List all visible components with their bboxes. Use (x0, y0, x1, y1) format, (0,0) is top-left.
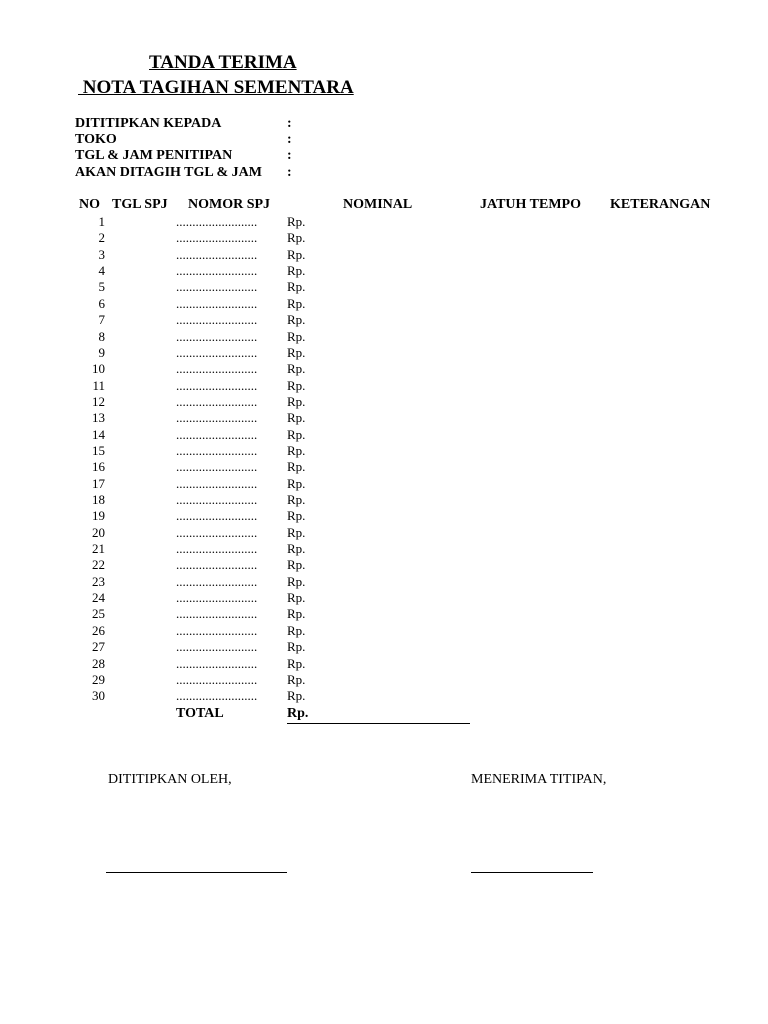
row-number: 7 (98, 312, 105, 328)
row-number: 25 (92, 606, 105, 622)
row-number: 13 (92, 410, 105, 426)
info-label-tgl-jam-penitipan: TGL & JAM PENITIPAN (75, 148, 233, 163)
row-nominal-currency: Rp. (287, 590, 306, 605)
row-number: 20 (92, 524, 105, 540)
row-nomor-spj-dots: ......................... (176, 328, 258, 344)
row-nominal-currency: Rp. (287, 442, 306, 458)
signature-left-line (106, 872, 287, 873)
row-number: 17 (92, 475, 105, 491)
row-number: 1 (98, 214, 105, 229)
row-nomor-spj-dots: ......................... (176, 688, 258, 704)
total-underline (287, 723, 470, 724)
row-nominal-currency: Rp. (287, 230, 306, 246)
row-nomor-spj-dots: ......................... (176, 606, 258, 622)
row-nominal-currency: Rp. (287, 344, 306, 360)
signature-right-line (471, 872, 593, 873)
total-label: TOTAL (176, 706, 224, 721)
row-nominal-currency: Rp. (287, 279, 306, 295)
row-nominal-currency: Rp. (287, 557, 306, 573)
info-label-toko: TOKO (75, 132, 117, 147)
signature-right-label: MENERIMA TITIPAN, (471, 772, 607, 787)
row-number: 21 (92, 541, 105, 556)
row-number: 12 (92, 393, 105, 409)
row-number: 16 (92, 459, 105, 475)
row-nominal-currency: Rp. (287, 606, 306, 622)
row-nomor-spj-dots: ......................... (176, 573, 258, 589)
row-number: 29 (92, 671, 105, 687)
row-number: 14 (92, 426, 105, 442)
row-nominal-currency: Rp. (287, 263, 306, 279)
header-nomor-spj: NOMOR SPJ (188, 197, 271, 212)
info-sep: : (287, 165, 292, 180)
info-label-dititipkan-kepada: DITITIPKAN KEPADA (75, 116, 222, 131)
row-nominal-currency: Rp. (287, 688, 306, 704)
row-nomor-spj-dots: ......................... (176, 590, 258, 605)
row-nomor-spj-dots: ......................... (176, 361, 258, 377)
row-nomor-spj-dots: ......................... (176, 459, 258, 475)
row-nomor-spj-dots: ......................... (176, 377, 258, 393)
row-nominal-currency: Rp. (287, 295, 306, 311)
row-number: 9 (98, 344, 105, 360)
row-nomor-spj-dots: ......................... (176, 312, 258, 328)
row-nominal-currency: Rp. (287, 410, 306, 426)
row-nomor-spj-dots: ......................... (176, 295, 258, 311)
row-nomor-spj-dots: ......................... (176, 344, 258, 360)
row-number: 4 (98, 263, 105, 279)
info-sep: : (287, 132, 292, 147)
header-no: NO (79, 197, 100, 212)
row-number: 26 (92, 622, 105, 638)
row-nominal-currency: Rp. (287, 377, 306, 393)
row-nominal-currency: Rp. (287, 639, 306, 655)
info-sep: : (287, 116, 292, 131)
row-nomor-spj-dots: ......................... (176, 524, 258, 540)
row-number: 5 (98, 279, 105, 295)
row-nominal-currency: Rp. (287, 508, 306, 524)
row-number: 10 (92, 361, 105, 377)
header-nominal: NOMINAL (343, 197, 413, 212)
row-number: 8 (98, 328, 105, 344)
header-tgl-spj: TGL SPJ (112, 197, 168, 212)
row-nomor-spj-dots: ......................... (176, 475, 258, 491)
row-nominal-currency: Rp. (287, 573, 306, 589)
row-nominal-currency: Rp. (287, 361, 306, 377)
row-number: 19 (92, 508, 105, 524)
row-nomor-spj-dots: ......................... (176, 426, 258, 442)
row-nomor-spj-dots: ......................... (176, 393, 258, 409)
row-nominal-currency: Rp. (287, 393, 306, 409)
row-nomor-spj-dots: ......................... (176, 214, 258, 229)
row-nominal-currency: Rp. (287, 328, 306, 344)
row-number: 18 (92, 492, 105, 507)
row-nomor-spj-dots: ......................... (176, 442, 258, 458)
row-number: 11 (92, 377, 105, 393)
row-nominal-currency: Rp. (287, 246, 306, 262)
info-sep: : (287, 148, 292, 163)
row-nominal-currency: Rp. (287, 671, 306, 687)
row-nomor-spj-dots: ......................... (176, 230, 258, 246)
row-number: 22 (92, 557, 105, 573)
row-nominal-currency: Rp. (287, 475, 306, 491)
title-line-2: NOTA TAGIHAN SEMENTARA (78, 77, 354, 98)
info-label-akan-ditagih: AKAN DITAGIH TGL & JAM (75, 165, 262, 180)
row-number: 28 (92, 655, 105, 671)
row-nominal-currency: Rp. (287, 622, 306, 638)
row-nominal-currency: Rp. (287, 655, 306, 671)
header-jatuh-tempo: JATUH TEMPO (480, 197, 581, 212)
row-nominal-currency: Rp. (287, 492, 306, 507)
row-number: 30 (92, 688, 105, 704)
row-nomor-spj-dots: ......................... (176, 410, 258, 426)
row-nominal-currency: Rp. (287, 459, 306, 475)
row-number: 15 (92, 442, 105, 458)
row-number: 23 (92, 573, 105, 589)
row-nomor-spj-dots: ......................... (176, 622, 258, 638)
row-nomor-spj-dots: ......................... (176, 246, 258, 262)
row-nomor-spj-dots: ......................... (176, 639, 258, 655)
row-nominal-currency: Rp. (287, 426, 306, 442)
row-number: 27 (92, 639, 105, 655)
row-number: 2 (98, 230, 105, 246)
row-nominal-currency: Rp. (287, 524, 306, 540)
total-currency: Rp. (287, 706, 309, 721)
row-nomor-spj-dots: ......................... (176, 492, 258, 507)
row-nomor-spj-dots: ......................... (176, 557, 258, 573)
signature-left-label: DITITIPKAN OLEH, (108, 772, 232, 787)
row-number: 6 (98, 295, 105, 311)
row-nomor-spj-dots: ......................... (176, 263, 258, 279)
row-nomor-spj-dots: ......................... (176, 655, 258, 671)
row-nominal-currency: Rp. (287, 541, 306, 556)
row-number: 3 (98, 246, 105, 262)
row-nomor-spj-dots: ......................... (176, 541, 258, 556)
row-nomor-spj-dots: ......................... (176, 508, 258, 524)
row-nominal-currency: Rp. (287, 312, 306, 328)
row-nomor-spj-dots: ......................... (176, 279, 258, 295)
row-nominal-currency: Rp. (287, 214, 306, 229)
header-keterangan: KETERANGAN (610, 197, 711, 212)
row-number: 24 (92, 590, 105, 605)
title-line-1: TANDA TERIMA (149, 52, 297, 73)
row-nomor-spj-dots: ......................... (176, 671, 258, 687)
